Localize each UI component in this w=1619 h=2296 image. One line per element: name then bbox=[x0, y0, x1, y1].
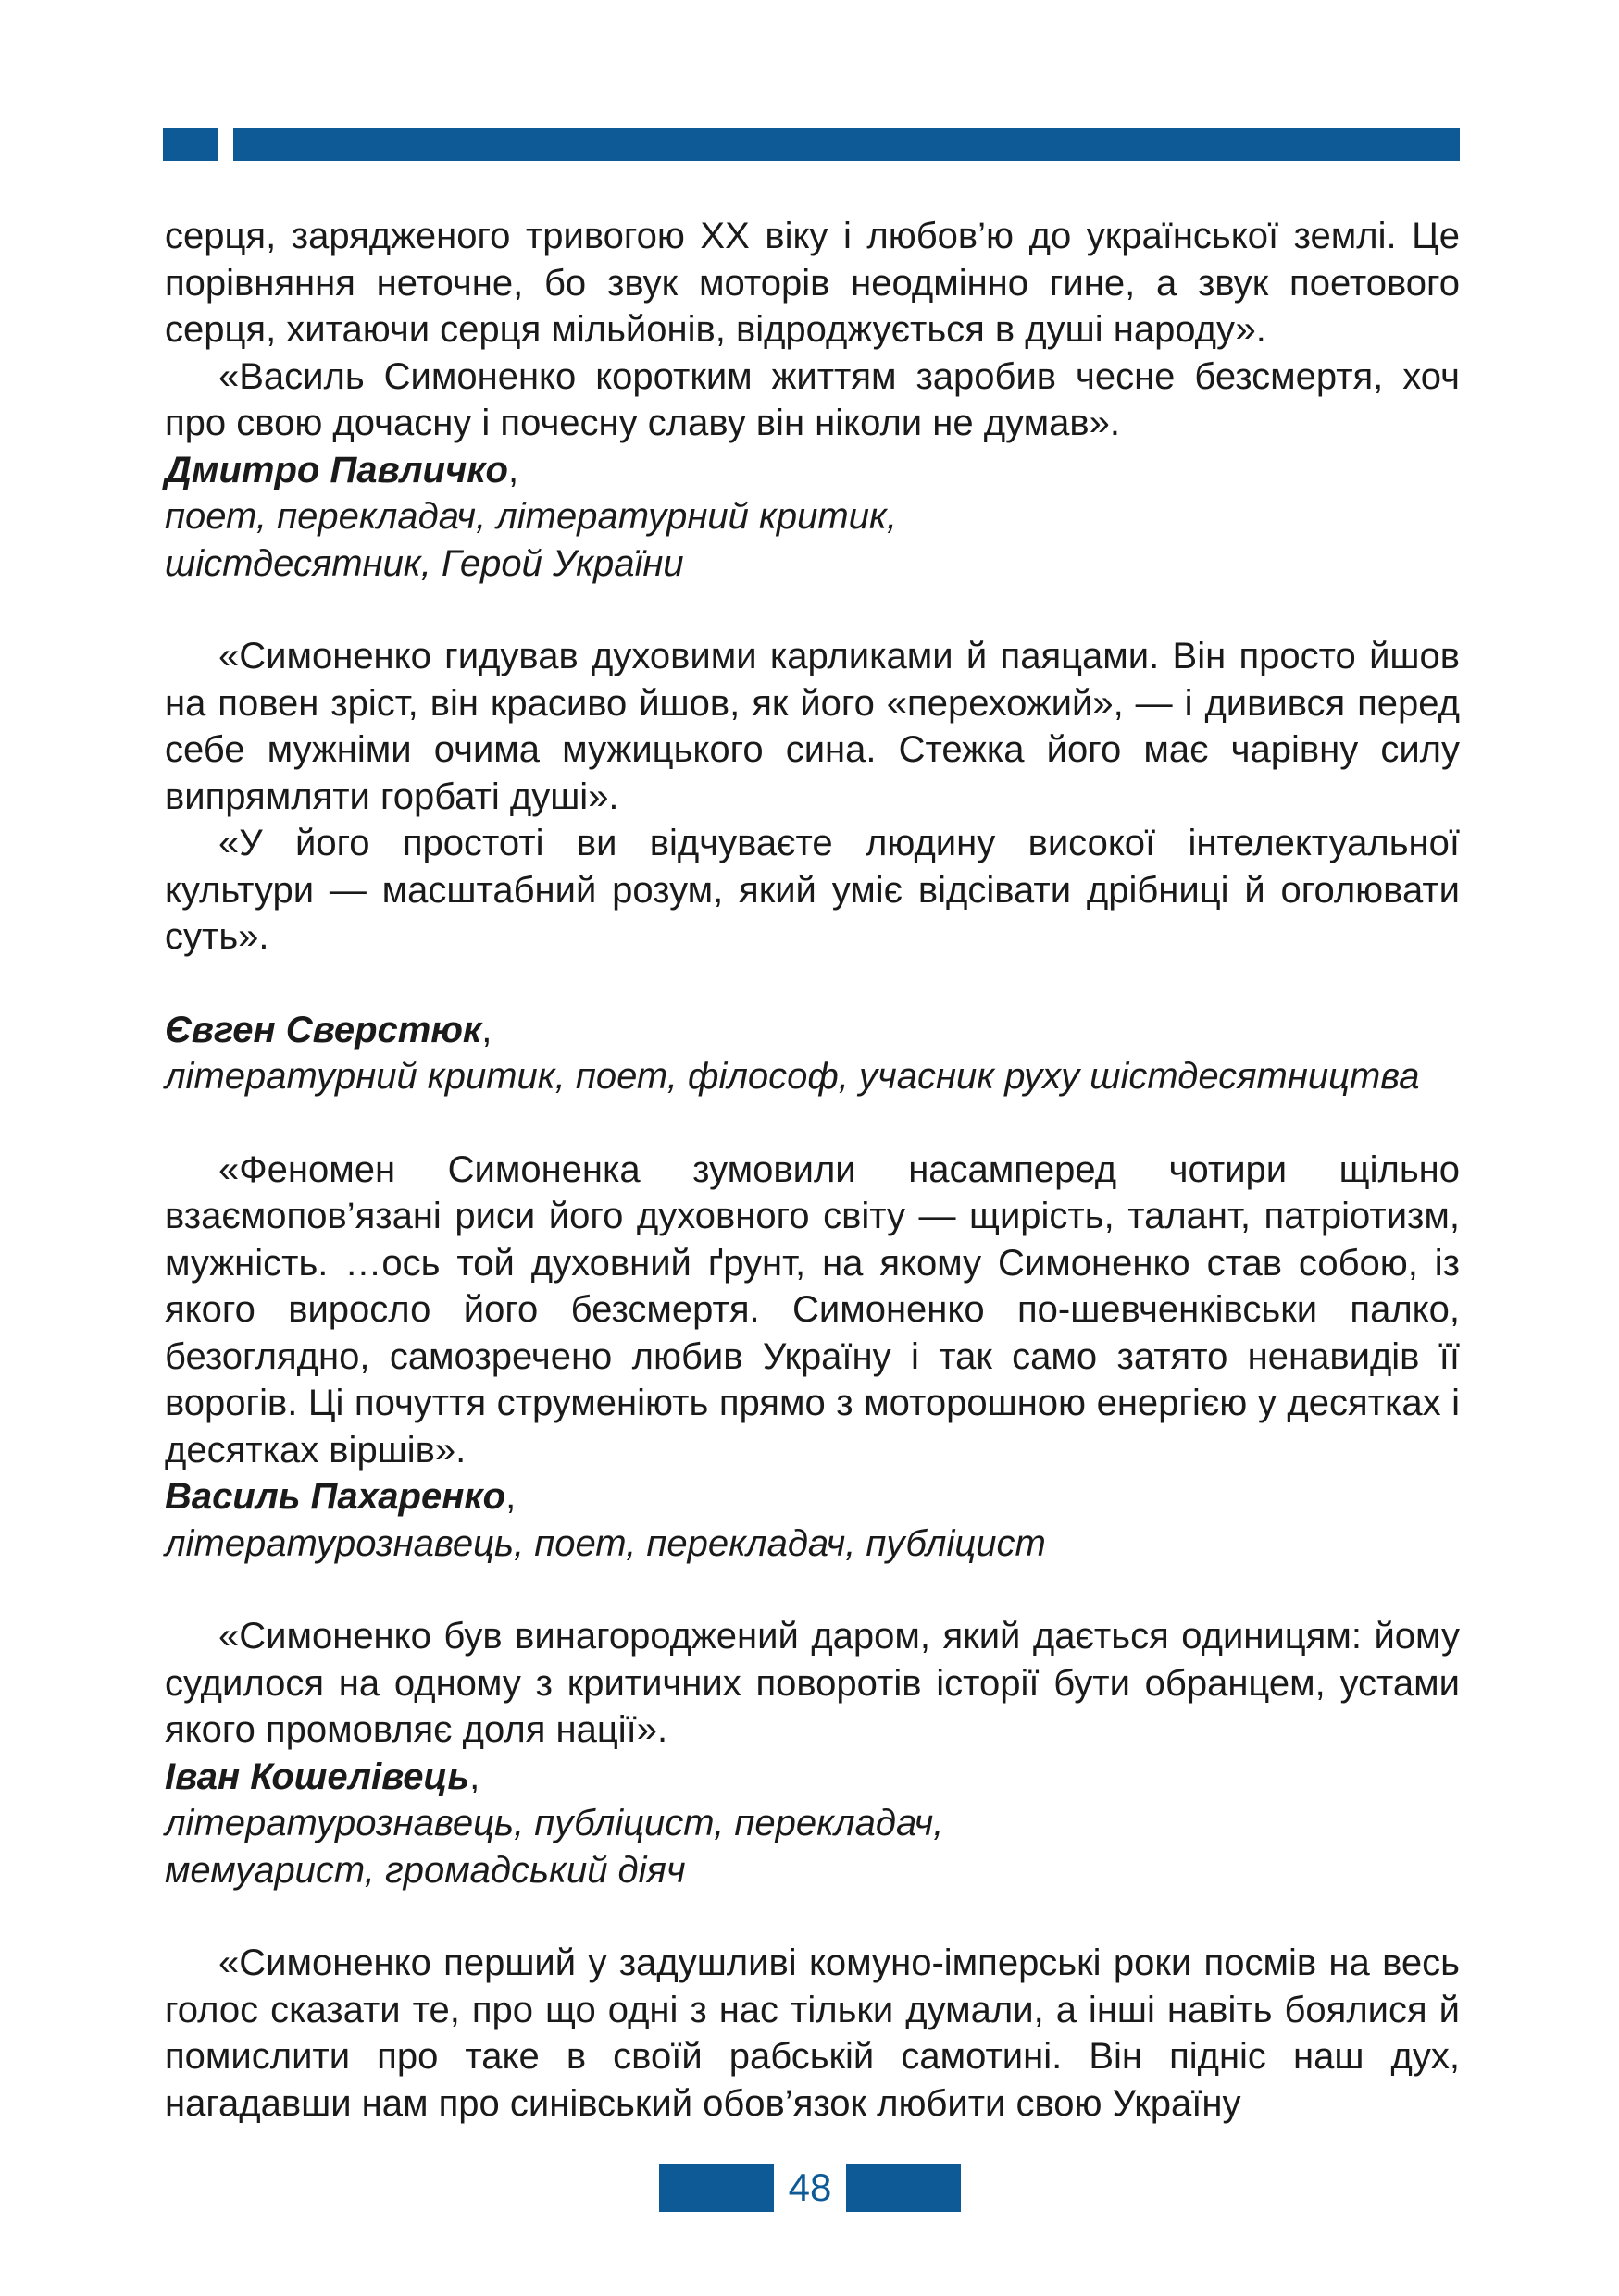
paragraph: «У його простоті ви відчуваєте людину високої інтелектуальної культури — масштабний розум, який уміє відсівати дрібниці й оголювати суть». bbox=[165, 823, 1460, 957]
paragraph: «Василь Симоненко коротким життям заробив чесне безсмертя, хоч про свою дочасну і почесну славу він ніколи не думав». bbox=[165, 355, 1460, 443]
paragraph: «Симоненко перший у задушливі комуно-імперські роки посмів на весь голос сказати те, про що одні з нас тільки думали, а інші навіть боялися й помислити про таке в своїй рабській самотині. Він підніс наш дух, нагадавши нам про синівський обов’язок любити свою Україну bbox=[165, 1942, 1460, 2124]
paragraph: «Феномен Симоненка зумовили насамперед чотири щільно взаємопов’язані риси його духовного світу — щирість, талант, патріотизм, мужність. …ось той духовний ґрунт, на якому Симоненко став собою, із якого виросло його безсмертя. Симоненко по-шевченківськи палко, безоглядно, самозречено любив Україну і так само затято ненавидів її ворогів. Ці почуття струменіють прямо з моторошною енергією у десятках і десятках віршів». bbox=[165, 1148, 1460, 1471]
page-number: 48 bbox=[788, 2166, 832, 2209]
header-decor-block bbox=[163, 128, 218, 161]
author-role: літературознавець, поет, перекладач, публіцист bbox=[165, 1522, 1046, 1564]
page-content bbox=[165, 213, 1460, 2127]
quote-author: Дмитро Павличко, bbox=[165, 449, 519, 490]
quote-author: Василь Пахаренко, bbox=[165, 1476, 517, 1517]
quote-author: Іван Кошелівець, bbox=[165, 1756, 480, 1797]
author-role: літературний критик, поет, філософ, учасник руху шістдесятництва bbox=[165, 1056, 1420, 1097]
author-role: поет, перекладач, літературний критик, bbox=[165, 496, 897, 537]
author-role: літературознавець, публіцист, перекладач, bbox=[165, 1803, 944, 1843]
author-role: шістдесятник, Герой України bbox=[165, 542, 684, 584]
footer-decor-left bbox=[659, 2164, 774, 2212]
footer-decor-right bbox=[846, 2164, 961, 2212]
author-role: мемуарист, громадський діяч bbox=[165, 1849, 686, 1891]
quote-author: Євген Сверстюк, bbox=[165, 1009, 492, 1050]
paragraph: серця, зарядженого тривогою XX віку і любов’ю до української землі. Це порівняння неточне, бо звук моторів неодмінно гине, а звук поетового серця, хитаючи серця мільйонів, відроджується в душі народу». bbox=[165, 216, 1460, 350]
paragraph: «Симоненко гидував духовими карликами й паяцами. Він просто йшов на повен зріст, він красиво йшов, як його «перехожий», — і дивився перед себе мужніми очима мужицького сина. Стежка його має чарівну силу випрямляти горбаті душі». bbox=[165, 636, 1460, 817]
paragraph: «Симоненко був винагороджений даром, який дається одиницям: йому судилося на одному з критичних поворотів історії бути обранцем, устами якого промовляє доля нації». bbox=[165, 1616, 1460, 1750]
header-decor-bar bbox=[233, 128, 1460, 161]
